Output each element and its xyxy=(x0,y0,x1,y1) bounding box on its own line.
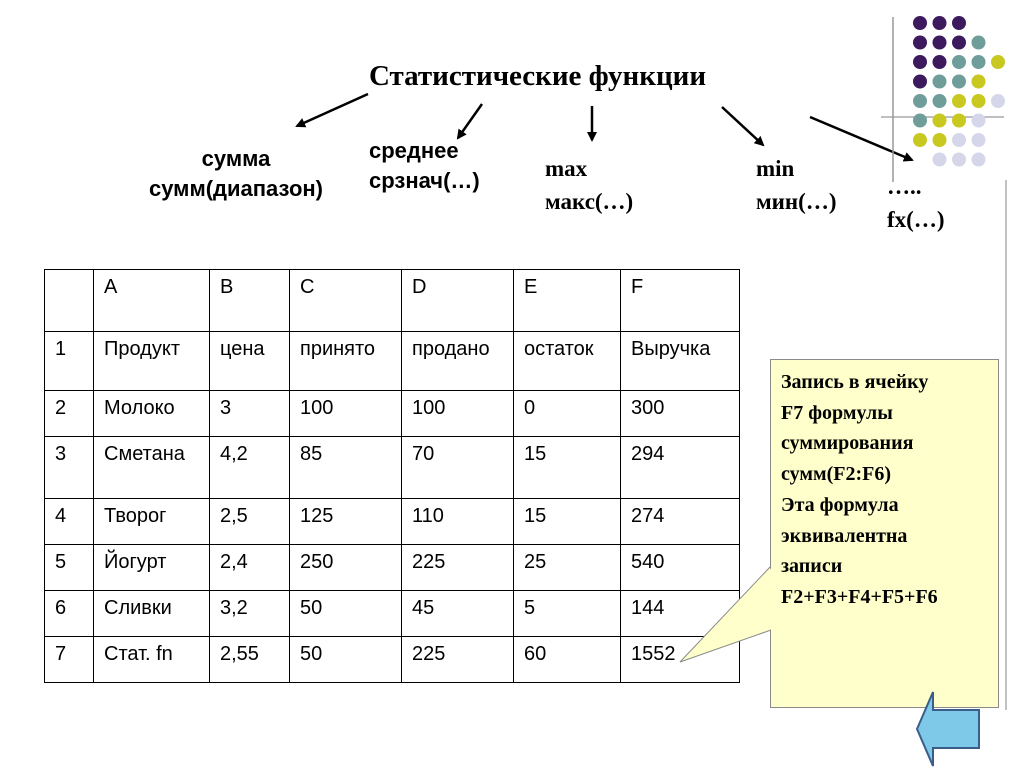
table-cell[interactable]: остаток xyxy=(514,332,621,391)
column-header-cell[interactable]: C xyxy=(290,270,402,332)
table-cell[interactable]: принято xyxy=(290,332,402,391)
row-number-cell[interactable]: 4 xyxy=(45,499,94,545)
callout-line: Запись в ячейку xyxy=(781,371,929,393)
table-cell[interactable]: Сливки xyxy=(94,591,210,637)
row-number-cell[interactable]: 5 xyxy=(45,545,94,591)
table-cell[interactable]: 225 xyxy=(402,637,514,683)
table-cell[interactable]: Молоко xyxy=(94,391,210,437)
table-cell[interactable]: 0 xyxy=(514,391,621,437)
table-cell[interactable]: 3,2 xyxy=(210,591,290,637)
table-cell[interactable]: 1552 xyxy=(621,637,740,683)
callout-line: Эта формула xyxy=(781,493,899,516)
table-cell[interactable]: Стат. fn xyxy=(94,637,210,683)
callout-line: F2+F3+F4+F5+F6 xyxy=(781,585,938,608)
callout-line: F7 формулы xyxy=(781,401,893,424)
callout-line: сумм(F2:F6) xyxy=(781,463,892,486)
function-sum-name: сумма xyxy=(201,146,271,171)
table-cell[interactable]: 2,5 xyxy=(210,499,290,545)
table-cell[interactable]: 4,2 xyxy=(210,437,290,499)
callout-line: суммирования xyxy=(781,432,914,455)
table-cell[interactable]: 125 xyxy=(290,499,402,545)
table-cell[interactable]: Сметана xyxy=(94,437,210,499)
column-header-cell[interactable]: B xyxy=(210,270,290,332)
column-header-cell[interactable]: D xyxy=(402,270,514,332)
table-cell[interactable]: 250 xyxy=(290,545,402,591)
table-cell[interactable]: Йогурт xyxy=(94,545,210,591)
back-arrow-icon[interactable] xyxy=(915,690,983,768)
table-cell[interactable]: 100 xyxy=(290,391,402,437)
table-cell[interactable]: 294 xyxy=(621,437,740,499)
table-cell[interactable]: 110 xyxy=(402,499,514,545)
table-cell[interactable]: продано xyxy=(402,332,514,391)
table-cell[interactable]: 50 xyxy=(290,591,402,637)
callout-line: записи xyxy=(781,555,843,578)
table-cell[interactable]: 50 xyxy=(290,637,402,683)
column-header-cell[interactable]: E xyxy=(514,270,621,332)
function-min-syntax: мин(…) xyxy=(756,189,837,214)
table-cell[interactable]: 70 xyxy=(402,437,514,499)
table-cell[interactable]: цена xyxy=(210,332,290,391)
column-header-cell[interactable]: F xyxy=(621,270,740,332)
table-cell[interactable]: Продукт xyxy=(94,332,210,391)
table-cell[interactable]: 144 xyxy=(621,591,740,637)
function-average-syntax: срзнач(…) xyxy=(369,168,480,193)
table-cell[interactable]: 225 xyxy=(402,545,514,591)
function-other-syntax: fx(…) xyxy=(887,207,945,232)
function-min-name: min xyxy=(756,156,795,181)
table-cell[interactable]: 3 xyxy=(210,391,290,437)
row-number-cell[interactable]: 3 xyxy=(45,437,94,499)
function-average-name: среднее xyxy=(369,138,459,163)
page-title: Статистические функции xyxy=(369,60,707,92)
row-number-cell[interactable]: 6 xyxy=(45,591,94,637)
table-cell[interactable]: 15 xyxy=(514,437,621,499)
row-number-cell[interactable]: 1 xyxy=(45,332,94,391)
row-number-cell[interactable]: 7 xyxy=(45,637,94,683)
table-cell[interactable]: 100 xyxy=(402,391,514,437)
table-cell[interactable]: 2,4 xyxy=(210,545,290,591)
function-sum-syntax: сумм(диапазон) xyxy=(148,176,323,201)
callout-line: эквивалентна xyxy=(781,524,908,547)
table-cell[interactable]: 85 xyxy=(290,437,402,499)
table-cell[interactable]: 25 xyxy=(514,545,621,591)
table-cell[interactable]: 5 xyxy=(514,591,621,637)
table-cell[interactable]: Творог xyxy=(94,499,210,545)
table-cell[interactable]: 45 xyxy=(402,591,514,637)
table-cell[interactable]: 300 xyxy=(621,391,740,437)
table-cell[interactable]: 15 xyxy=(514,499,621,545)
function-max-name: max xyxy=(545,156,588,181)
column-header-cell[interactable]: A xyxy=(94,270,210,332)
table-cell[interactable]: 2,55 xyxy=(210,637,290,683)
table-cell[interactable]: 274 xyxy=(621,499,740,545)
function-max-syntax: макс(…) xyxy=(545,189,634,214)
table-cell[interactable]: 60 xyxy=(514,637,621,683)
callout-text xyxy=(781,367,995,613)
table-cell[interactable]: 540 xyxy=(621,545,740,591)
function-other-name: ….. xyxy=(887,174,922,199)
table-cell[interactable]: Выручка xyxy=(621,332,740,391)
row-number-cell[interactable]: 2 xyxy=(45,391,94,437)
